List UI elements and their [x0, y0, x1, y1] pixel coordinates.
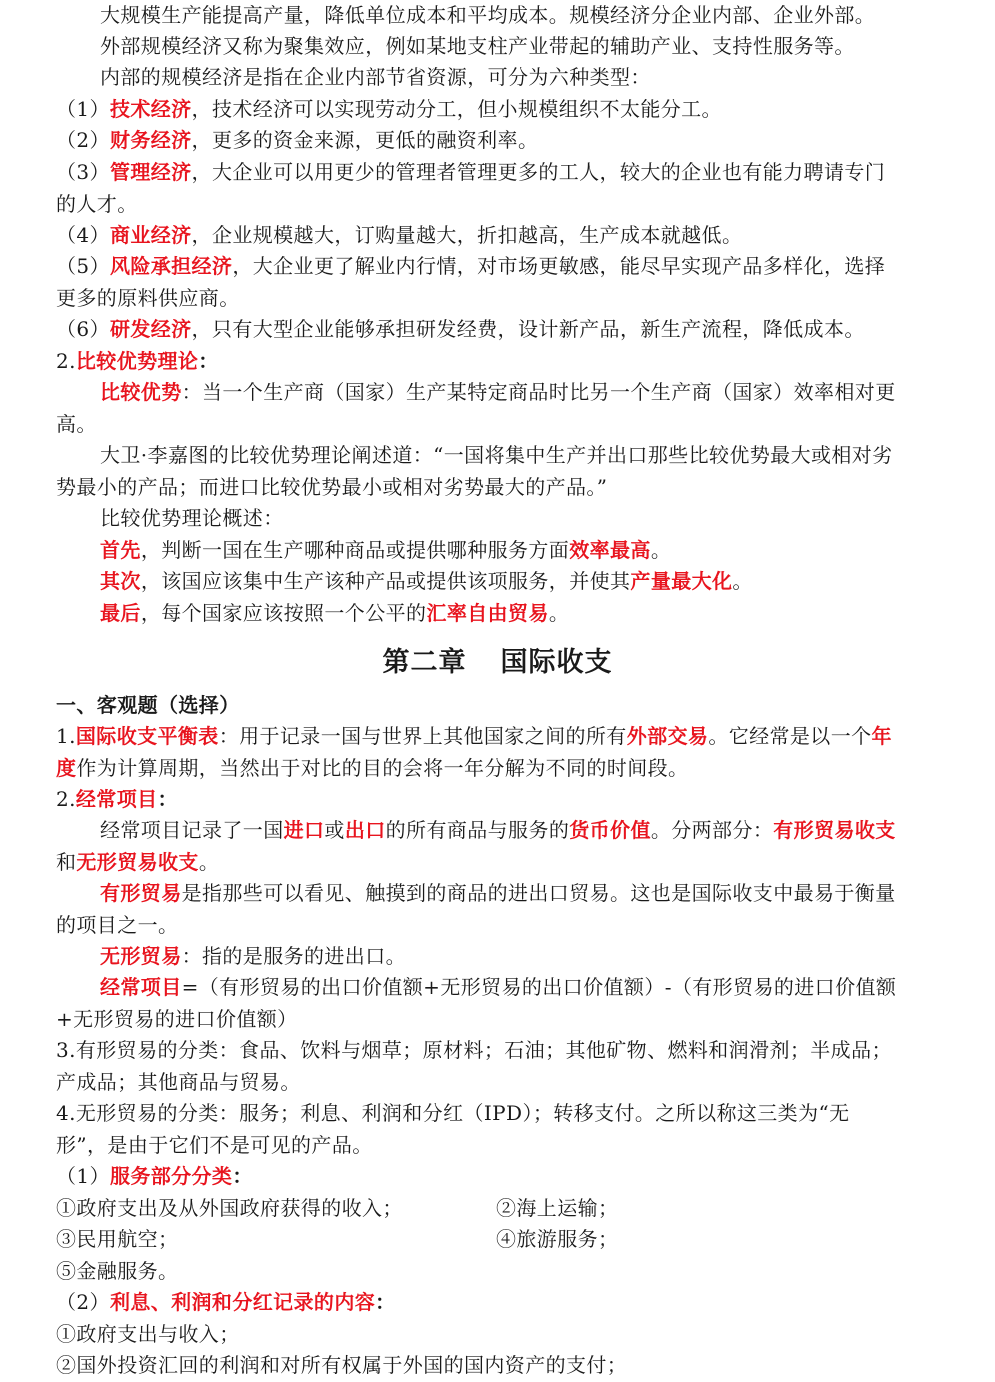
ipd-item-1: ①政府支出与收入； — [56, 1322, 240, 1346]
list-item-risk: （5）风险承担经济，大企业更了解业内行情，对市场更敏感，能尽早实现产品多样化，选择更多的原料供应商。 — [56, 254, 886, 310]
list-item-commercial: （4）商业经济，企业规模越大，订购量越大，折扣越高，生产成本就越低。 — [56, 223, 743, 247]
paragraph-external-scale: 外部规模经济又称为聚集效应，例如某地支柱产业带起的辅助产业、支持性服务等。 — [100, 34, 855, 58]
paragraph-comparative-advantage-def: 比较优势：当一个生产商（国家）生产某特定商品时比另一个生产商（国家）效率相对更高。 — [56, 380, 896, 436]
list-item-technical: （1）技术经济，技术经济可以实现劳动分工，但小规模组织不太能分工。 — [56, 97, 722, 121]
paragraph-second: 其次，该国应该集中生产该种产品或提供该项服务，并使其产量最大化。 — [100, 569, 753, 593]
chapter-heading: 第二章 国际收支 — [382, 647, 613, 678]
section-objective-questions: 一、客观题（选择） — [56, 693, 240, 717]
paragraph-current-account: 经常项目记录了一国进口或出口的所有商品与服务的货币价值。分两部分：有形贸易收支和无形贸易收支。 — [56, 818, 896, 874]
paragraph-visible-trade: 有形贸易是指那些可以看见、触摸到的商品的进出口贸易。这也是国际收支中最易于衡量的项目之一。 — [56, 881, 896, 937]
subsection-services: （1）服务部分分类： — [56, 1164, 253, 1188]
list-item-rnd: （6）研发经济，只有大型企业能够承担研发经费，设计新产品，新生产流程，降低成本。 — [56, 317, 865, 341]
section-current-account: 2.经常项目： — [56, 787, 178, 811]
paragraph-visible-categories: 3.有形贸易的分类：食品、饮料与烟草；原材料；石油；其他矿物、燃料和润滑剂；半成品；产成品；其他商品与贸易。 — [56, 1038, 892, 1094]
subsection-ipd: （2）利息、利润和分红记录的内容： — [56, 1290, 396, 1314]
paragraph-bop: 1.国际收支平衡表：用于记录一国与世界上其他国家之间的所有外部交易。它经常是以一个年度作为计算周期，当然出于对比的目的会将一年分解为不同的时间段。 — [56, 724, 892, 780]
list-item-managerial: （3）管理经济，大企业可以用更少的管理者管理更多的工人，较大的企业也有能力聘请专门的人才。 — [56, 160, 886, 216]
paragraph-last: 最后，每个国家应该按照一个公平的汇率自由贸易。 — [100, 601, 570, 625]
paragraph-invisible-categories: 4.无形贸易的分类：服务；利息、利润和分红（IPD）；转移支付。之所以称这三类为“无形”，是由于它们不是可见的产品。 — [56, 1101, 850, 1157]
ipd-item-2: ②国外投资汇回的利润和对所有权属于外国的国内资产的支付； — [56, 1353, 628, 1377]
paragraph-summary: 比较优势理论概述： — [100, 506, 284, 530]
paragraph-invisible-trade: 无形贸易：指的是服务的进出口。 — [100, 944, 407, 968]
list-item-financial: （2）财务经济，更多的资金来源，更低的融资利率。 — [56, 128, 539, 152]
services-row-2: ③民用航空； ④旅游服务； — [56, 1227, 619, 1251]
paragraph-first: 首先，判断一国在生产哪种商品或提供哪种服务方面效率最高。 — [100, 538, 672, 562]
services-row-1: ①政府支出及从外国政府获得的收入； ②海上运输； — [56, 1196, 619, 1220]
services-row-3: ⑤金融服务。 — [56, 1259, 179, 1283]
paragraph-internal-scale: 内部的规模经济是指在企业内部节省资源，可分为六种类型： — [100, 65, 651, 89]
paragraph-ricardo: 大卫·李嘉图的比较优势理论阐述道：“一国将集中生产并出口那些比较优势最大或相对劣势最小的产品；而进口比较优势最小或相对劣势最大的产品。” — [56, 443, 893, 499]
paragraph-formula: 经常项目=（有形贸易的出口价值额+无形贸易的出口价值额）-（有形贸易的进口价值额+无形贸易的进口价值额） — [56, 975, 897, 1031]
paragraph-scale: 大规模生产能提高产量，降低单位成本和平均成本。规模经济分企业内部、企业外部。 — [100, 3, 876, 27]
section-comparative-advantage: 2.比较优势理论： — [56, 349, 219, 373]
